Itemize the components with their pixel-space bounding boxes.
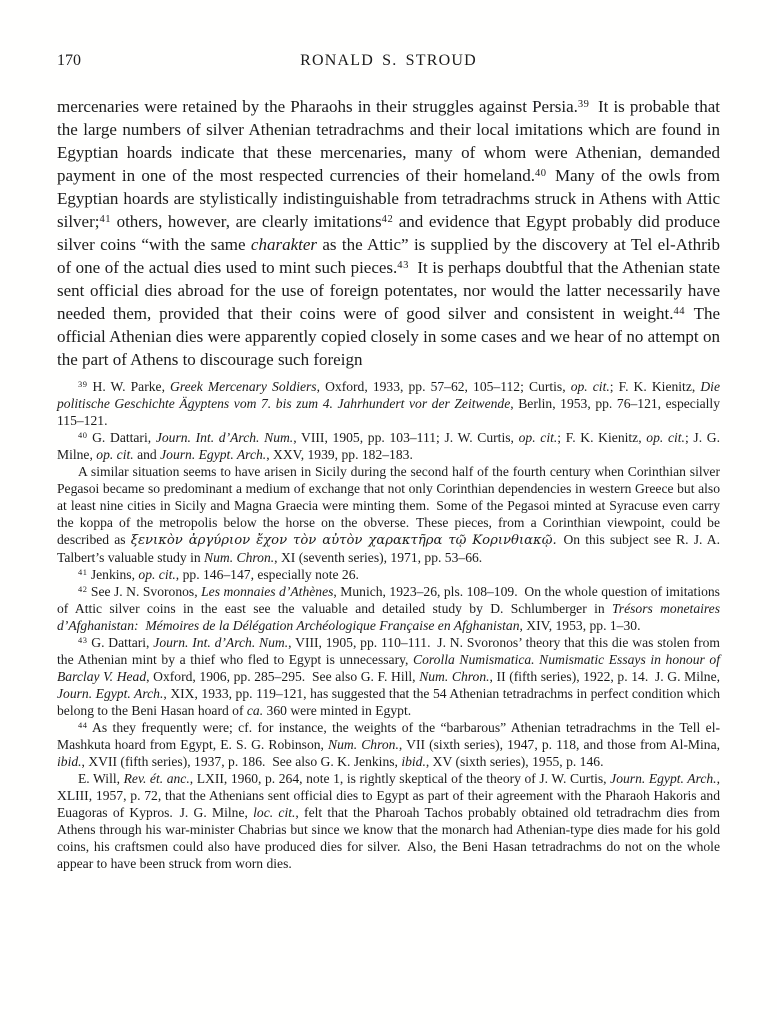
italic-text: Journ. Int. d’Arch. Num.: [155, 430, 294, 445]
text-run: , II (fifth series), 1922, p. 14. J. G. Milne,: [489, 669, 721, 684]
text-run: As they frequently were; cf. for instance, the weights of the “barbarous” Athenian tetradrachms in the Tell el-Mashkuta hoard from Egypt, E. S. G. Robinson,: [57, 720, 720, 752]
italic-text: Journ. Int. d’Arch. Num.: [153, 635, 289, 650]
text-run: Jenkins,: [87, 567, 139, 582]
italic-text: op. cit.: [518, 430, 558, 445]
italic-text: charakter: [250, 235, 317, 254]
body-paragraph: [57, 95, 720, 371]
footnote-marker: 41: [99, 213, 112, 225]
footnote-marker: 39: [577, 98, 590, 110]
footnote-44: [57, 719, 720, 770]
text-run: , XXV, 1939, pp. 182–183.: [266, 447, 413, 462]
text-run: , Munich, 1923–26, pls. 108–109. On the whole question of imitations of Attic silver coins in the east see the valuable and detailed study by D. Schlumberger in: [57, 584, 720, 616]
text-run: others, however, are clearly imitations: [111, 212, 382, 231]
italic-text: loc. cit.: [253, 805, 296, 820]
text-run: , pp. 146–147, especially note 26.: [175, 567, 359, 582]
footnote-43: [57, 634, 720, 719]
text-run: , VII (sixth series), 1947, p. 118, and those from Al-Mina,: [398, 737, 721, 752]
text-run: It is perhaps doubtful that the Athenian state sent official dies abroad for the use of foreign potentates, nor would the latter necessarily have needed them, provided that their coins were of good silver and consistent in weight.: [57, 258, 720, 323]
italic-text: Greek Mercenary Soldiers: [170, 379, 317, 394]
footnote-marker: 44: [78, 719, 88, 730]
text-run: ; F. K. Kienitz,: [557, 430, 647, 445]
italic-text: Num. Chron.: [419, 669, 490, 684]
footnotes: [57, 378, 720, 872]
italic-text: op. cit.: [570, 379, 610, 394]
italic-text: Les monnaies d’Athènes: [201, 584, 334, 599]
text-run: , Oxford, 1906, pp. 285–295. See also G. F. Hill,: [146, 669, 420, 684]
italic-text: Journ. Egypt. Arch.: [160, 447, 267, 462]
italic-text: ibid.: [57, 754, 82, 769]
footnote-marker: 43: [78, 634, 88, 645]
italic-text: ca.: [246, 703, 264, 718]
text-run: ; F. K. Kienitz,: [609, 379, 701, 394]
italic-text: Journ. Egypt. Arch.: [610, 771, 717, 786]
text-run: ; J. G. Milne,: [57, 430, 720, 462]
text-run: E. Will,: [78, 771, 124, 786]
text-run: G. Dattari,: [87, 635, 154, 650]
italic-text: ibid.: [401, 754, 426, 769]
footnote-marker: 42: [78, 583, 88, 594]
italic-text: Journ. Egypt. Arch.: [57, 686, 164, 701]
footnote-44-continued: [57, 770, 720, 872]
italic-text: Rev. ét. anc.: [123, 771, 190, 786]
text-run: G. Dattari,: [87, 430, 156, 445]
italic-text: op. cit.: [646, 430, 685, 445]
text-run: , Berlin, 1953, pp. 76–121, especially 115–121.: [57, 396, 720, 428]
text-run: , XVII (fifth series), 1937, p. 186. See also G. K. Jenkins,: [81, 754, 402, 769]
footnote-41: [57, 566, 720, 583]
text-run: , XI (seventh series), 1971, pp. 53–66.: [274, 550, 483, 565]
italic-text: op. cit.: [96, 447, 134, 462]
text-run: , VIII, 1905, pp. 103–111; J. W. Curtis,: [293, 430, 519, 445]
page-header: [57, 52, 720, 71]
italic-text: Corolla Numismatica. Numismatic Essays in honour of Barclay V. Head: [57, 652, 720, 684]
text-run: , felt that the Pharoah Tachos probably obtained old tetradrachm dies from Athens through his war-minister Chabrias but since we know that the monarch had Athenian-type dies made for his gold coins, his craftsmen could also have produced dies for silver. Also, the Beni Hasan tetradrachms do not on the whole appear to have been struck from worn dies.: [57, 805, 720, 871]
footnote-marker: 39: [78, 378, 88, 389]
running-header: RONALD S. STROUD: [300, 52, 477, 69]
footnote-39: [57, 378, 720, 429]
text-run: , XIX, 1933, pp. 119–121, has suggested that the 54 Athenian tetradrachms in perfect condition which belong to the Beni Hasan hoard of: [57, 686, 721, 718]
italic-text: Trésors monetaires d’Afghanistan: Mémoires de la Délégation Archéologique Française en Afghanistan: [57, 601, 720, 633]
text-run: 360 were minted in Egypt.: [263, 703, 412, 718]
text-run: It is probable that the large numbers of silver Athenian tetradrachms and their local imitations which are found in Egyptian hoards indicate that these mercenaries, many of whom were Athenian, demanded payment in one of the most respected currencies of their homeland.: [57, 97, 720, 185]
footnote-marker: 40: [78, 429, 88, 440]
italic-text: Num. Chron.: [328, 737, 399, 752]
text-run: , Oxford, 1933, pp. 57–62, 105–112; Curtis,: [316, 379, 571, 394]
footnote-marker: 44: [673, 305, 686, 317]
footnote-marker: 43: [397, 259, 409, 271]
italic-text: Num. Chron.: [204, 550, 275, 565]
body-text: [57, 95, 720, 371]
text-run: A similar situation seems to have arisen in Sicily during the second half of the fourth century when Corinthian silver Pegasoi became so predominant a medium of exchange that not only Corinthian dependencies in western Greece but also at least nine cities in Sicily and Magna Graecia were minting them. Some of the Pegasoi minted at Syracuse even carry the koppa of the metropolis below the horse on the obverse. These pieces, from a Corinthian viewpoint, could be described as: [57, 464, 720, 547]
text-run: The official Athenian dies were apparently copied closely in some cases and we hear of no attempt on the part of Athens to discourage such foreign: [57, 304, 720, 369]
footnote-marker: 40: [534, 167, 547, 179]
text-run: , LXII, 1960, p. 264, note 1, is rightly skeptical of the theory of J. W. Curtis,: [189, 771, 611, 786]
text-run: , XV (sixth series), 1955, p. 146.: [425, 754, 604, 769]
text-run: mercenaries were retained by the Pharaohs in their struggles against Persia.: [57, 97, 578, 116]
footnote-40-continued: [57, 463, 720, 566]
text-run: On this subject see R. J. A. Talbert’s valuable study in: [57, 532, 720, 565]
text-run: and: [133, 447, 161, 462]
text-run: Many of the owls from Egyptian hoards are stylistically indistinguishable from tetradrachms struck in Athens with Attic silver;: [57, 166, 720, 231]
italic-text: Die politische Geschichte Ägyptens vom 7. bis zum 4. Jahrhundert vor der Zeitwende: [57, 379, 720, 411]
footnote-marker: 42: [381, 213, 394, 225]
footnote-marker: 41: [78, 566, 88, 577]
text-run: , XLIII, 1957, p. 72, that the Athenians sent official dies to Egypt as part of their agreement with the Pharaoh Hakoris and Euagoras of Kypros. J. G. Milne,: [57, 771, 720, 820]
page-number: 170: [57, 52, 81, 69]
text-run: , VIII, 1905, pp. 110–111. J. N. Svoronos’ theory that this die was stolen from the Athenian mint by a thief who fled to Egypt is unnecessary,: [57, 635, 720, 667]
text-run: as the Attic” is supplied by the discovery at Tel el-Athrib of one of the actual dies used to mint such pieces.: [57, 235, 720, 277]
greek-text: ξενικὸν ἀργύριον ἔχον τὸν αὐτὸν χαρακτῆρα τῷ Κορινθιακῷ.: [130, 533, 557, 548]
footnote-40: [57, 429, 720, 463]
footnote-42: [57, 583, 720, 634]
text-run: and evidence that Egypt probably did produce silver coins “with the same: [57, 212, 720, 254]
text-run: , XIV, 1953, pp. 1–30.: [519, 618, 641, 633]
italic-text: op. cit.: [138, 567, 176, 582]
text-run: See J. N. Svoronos,: [87, 584, 202, 599]
text-run: H. W. Parke,: [87, 379, 171, 394]
